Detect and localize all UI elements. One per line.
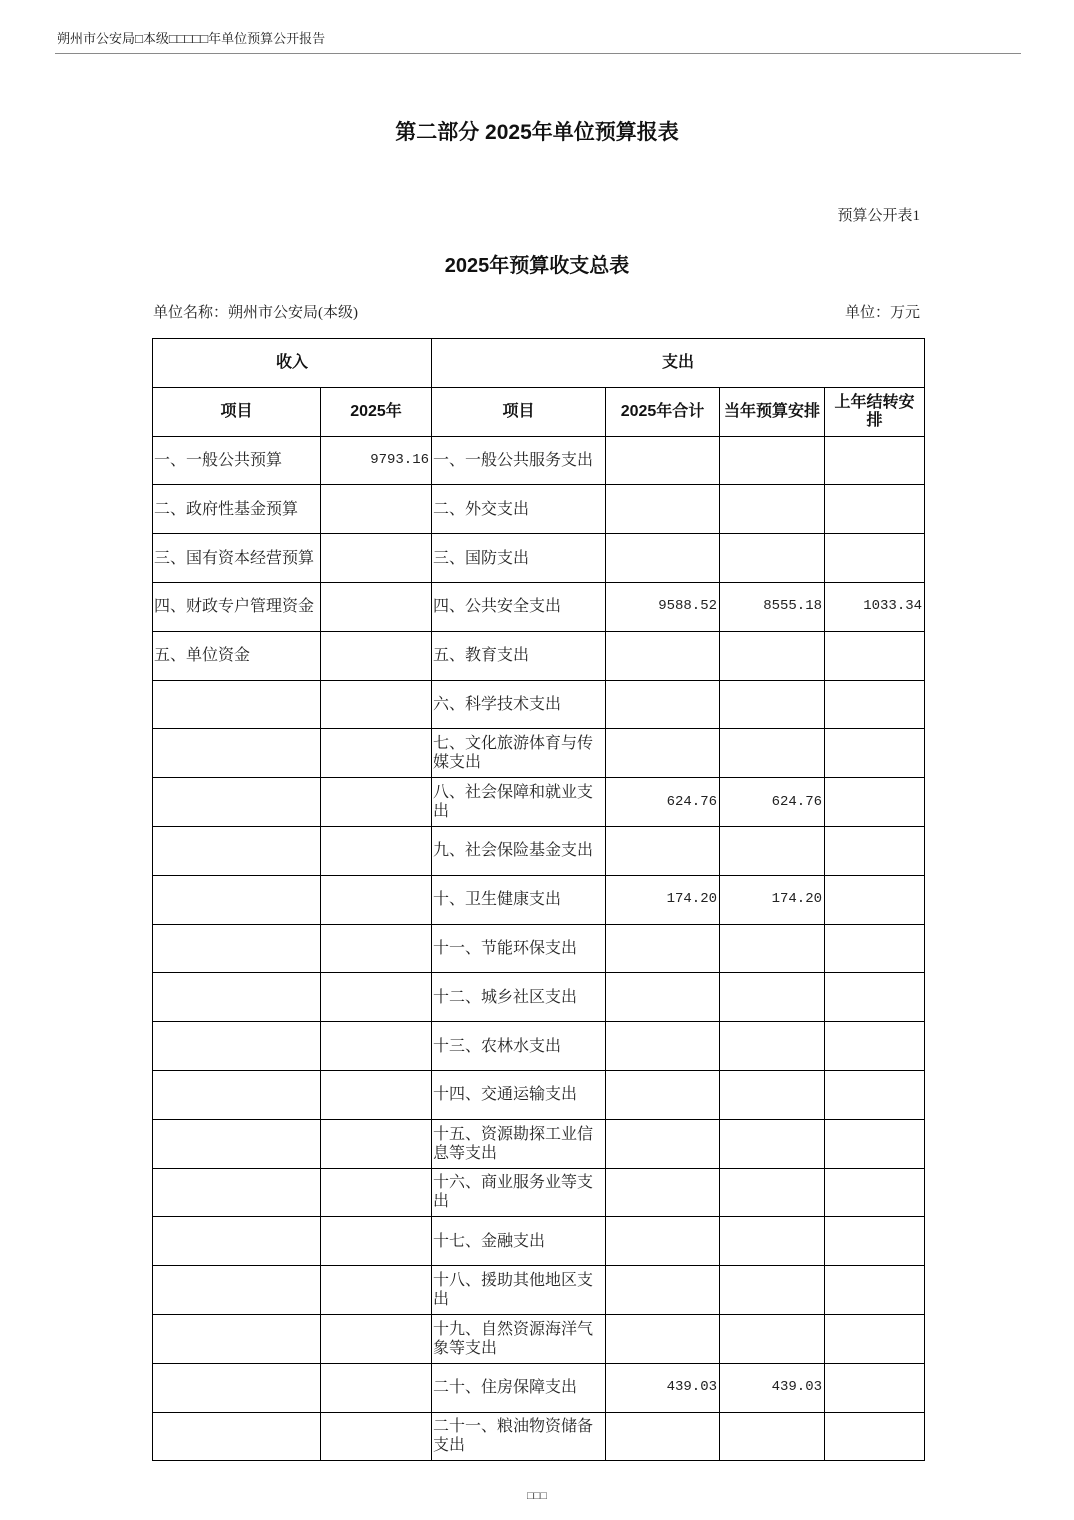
income-amount-cell	[321, 973, 432, 1022]
expense-group-header: 支出	[432, 339, 925, 388]
income-item-header: 项目	[153, 387, 321, 436]
expense-total-cell	[606, 680, 720, 729]
table-row	[153, 1022, 925, 1071]
expense-carryover-cell	[825, 631, 925, 680]
income-item-cell: 一、一般公共预算	[153, 436, 321, 485]
expense-item-cell: 十六、商业服务业等支出	[432, 1168, 606, 1217]
expense-current-cell	[720, 631, 825, 680]
income-amount-cell	[321, 1266, 432, 1315]
expense-carryover-cell	[825, 534, 925, 583]
expense-item-cell: 二、外交支出	[432, 485, 606, 534]
table-row	[153, 1119, 925, 1168]
expense-total-cell	[606, 729, 720, 778]
table-row	[153, 534, 925, 583]
page-number: □□□	[527, 1490, 547, 1502]
table-row	[153, 631, 925, 680]
table-row	[153, 1070, 925, 1119]
expense-carryover-cell	[825, 436, 925, 485]
income-amount-cell	[321, 729, 432, 778]
expense-current-cell	[720, 1119, 825, 1168]
expense-item-cell: 三、国防支出	[432, 534, 606, 583]
expense-carryover-cell	[825, 1217, 925, 1266]
income-item-cell	[153, 729, 321, 778]
income-amount-cell	[321, 1314, 432, 1363]
income-item-cell: 三、国有资本经营预算	[153, 534, 321, 583]
table-row	[153, 778, 925, 827]
expense-current-cell	[720, 729, 825, 778]
expense-item-cell: 六、科学技术支出	[432, 680, 606, 729]
section-title: 第二部分 2025年单位预算报表	[395, 121, 679, 144]
expense-item-cell: 十八、援助其他地区支出	[432, 1266, 606, 1315]
table-row	[153, 826, 925, 875]
expense-total-cell	[606, 973, 720, 1022]
expense-carryover-cell: 1033.34	[825, 582, 925, 631]
expense-current-cell	[720, 436, 825, 485]
expense-current-cell	[720, 534, 825, 583]
table-row	[153, 1363, 925, 1412]
expense-carryover-cell	[825, 680, 925, 729]
income-amount-cell	[321, 1412, 432, 1461]
expense-current-cell	[720, 973, 825, 1022]
expense-item-cell: 二十一、粮油物资储备支出	[432, 1412, 606, 1461]
expense-item-cell: 一、一般公共服务支出	[432, 436, 606, 485]
expense-total-cell	[606, 436, 720, 485]
income-amount-cell	[321, 826, 432, 875]
table-row	[153, 680, 925, 729]
expense-total-cell	[606, 1217, 720, 1266]
expense-current-cell	[720, 485, 825, 534]
expense-item-cell: 十四、交通运输支出	[432, 1070, 606, 1119]
expense-item-cell: 十九、自然资源海洋气象等支出	[432, 1314, 606, 1363]
expense-carryover-header: 上年结转安排	[825, 387, 925, 436]
expense-current-header: 当年预算安排	[720, 387, 825, 436]
expense-carryover-cell	[825, 485, 925, 534]
income-item-cell: 二、政府性基金预算	[153, 485, 321, 534]
expense-current-cell: 8555.18	[720, 582, 825, 631]
expense-total-cell	[606, 1168, 720, 1217]
expense-total-cell	[606, 1070, 720, 1119]
income-amount-cell	[321, 875, 432, 924]
table-row	[153, 973, 925, 1022]
income-item-cell	[153, 1266, 321, 1315]
expense-item-cell: 十一、节能环保支出	[432, 924, 606, 973]
expense-carryover-cell	[825, 1363, 925, 1412]
income-item-cell: 四、财政专户管理资金	[153, 582, 321, 631]
table-row	[153, 1168, 925, 1217]
income-amount-cell	[321, 631, 432, 680]
expense-current-cell	[720, 1168, 825, 1217]
income-item-cell	[153, 875, 321, 924]
expense-item-cell: 五、教育支出	[432, 631, 606, 680]
table-header	[153, 339, 925, 437]
expense-current-cell	[720, 924, 825, 973]
income-amount-cell	[321, 1217, 432, 1266]
expense-carryover-cell	[825, 1022, 925, 1071]
expense-carryover-cell	[825, 973, 925, 1022]
expense-item-cell: 十五、资源勘探工业信息等支出	[432, 1119, 606, 1168]
income-item-cell	[153, 680, 321, 729]
income-item-cell	[153, 778, 321, 827]
running-header: 朔州市公安局□本级□□□□□年单位预算公开报告	[57, 31, 326, 46]
expense-carryover-cell	[825, 729, 925, 778]
table-row	[153, 1314, 925, 1363]
income-item-cell	[153, 826, 321, 875]
income-item-cell	[153, 1022, 321, 1071]
table-row	[153, 436, 925, 485]
expense-total-cell	[606, 1266, 720, 1315]
income-amount-cell	[321, 582, 432, 631]
income-item-cell	[153, 1217, 321, 1266]
table-row	[153, 582, 925, 631]
expense-item-cell: 九、社会保险基金支出	[432, 826, 606, 875]
expense-carryover-cell	[825, 924, 925, 973]
budget-summary-table	[152, 338, 925, 1461]
expense-item-cell: 十七、金融支出	[432, 1217, 606, 1266]
expense-current-cell	[720, 1266, 825, 1315]
table-body	[153, 436, 925, 1461]
income-amount-cell	[321, 680, 432, 729]
expense-carryover-cell	[825, 875, 925, 924]
expense-total-cell	[606, 485, 720, 534]
expense-current-cell	[720, 1217, 825, 1266]
column-header-row	[153, 387, 925, 436]
expense-item-cell: 四、公共安全支出	[432, 582, 606, 631]
income-amount-cell	[321, 534, 432, 583]
expense-carryover-cell	[825, 1070, 925, 1119]
expense-total-cell	[606, 1022, 720, 1071]
expense-carryover-cell	[825, 1314, 925, 1363]
expense-item-cell: 十、卫生健康支出	[432, 875, 606, 924]
currency-unit-label: 单位：万元	[844, 305, 920, 321]
expense-current-cell	[720, 1314, 825, 1363]
income-item-cell	[153, 1119, 321, 1168]
expense-carryover-cell	[825, 1119, 925, 1168]
income-item-cell	[153, 973, 321, 1022]
group-header-row	[153, 339, 925, 388]
expense-item-cell: 二十、住房保障支出	[432, 1363, 606, 1412]
table-row	[153, 1217, 925, 1266]
income-amount-cell	[321, 1070, 432, 1119]
expense-item-cell: 十二、城乡社区支出	[432, 973, 606, 1022]
income-amount-cell	[321, 1022, 432, 1071]
expense-total-cell: 439.03	[606, 1363, 720, 1412]
income-amount-cell	[321, 778, 432, 827]
expense-item-cell: 八、社会保障和就业支出	[432, 778, 606, 827]
income-item-cell	[153, 1070, 321, 1119]
income-amount-cell	[321, 1119, 432, 1168]
income-amount-cell	[321, 1168, 432, 1217]
income-item-cell	[153, 1412, 321, 1461]
unit-name-label: 单位名称：朔州市公安局(本级)	[153, 305, 358, 321]
expense-carryover-cell	[825, 778, 925, 827]
income-item-cell	[153, 1363, 321, 1412]
expense-carryover-cell	[825, 1168, 925, 1217]
expense-total-cell	[606, 534, 720, 583]
table-id-label: 预算公开表1	[837, 208, 920, 224]
income-amount-header: 2025年	[321, 387, 432, 436]
expense-current-cell	[720, 680, 825, 729]
income-amount-cell	[321, 924, 432, 973]
income-amount-cell: 9793.16	[321, 436, 432, 485]
expense-current-cell	[720, 826, 825, 875]
expense-current-cell	[720, 1412, 825, 1461]
expense-total-cell: 9588.52	[606, 582, 720, 631]
income-item-cell: 五、单位资金	[153, 631, 321, 680]
expense-carryover-cell	[825, 1266, 925, 1315]
expense-total-cell: 174.20	[606, 875, 720, 924]
expense-item-cell: 七、文化旅游体育与传媒支出	[432, 729, 606, 778]
expense-current-cell	[720, 1070, 825, 1119]
income-item-cell	[153, 924, 321, 973]
income-item-cell	[153, 1168, 321, 1217]
table-row	[153, 1412, 925, 1461]
expense-total-cell	[606, 924, 720, 973]
table-row	[153, 1266, 925, 1315]
expense-carryover-cell	[825, 1412, 925, 1461]
income-amount-cell	[321, 485, 432, 534]
expense-current-cell: 174.20	[720, 875, 825, 924]
income-amount-cell	[321, 1363, 432, 1412]
expense-total-cell	[606, 631, 720, 680]
expense-carryover-cell	[825, 826, 925, 875]
table-row	[153, 924, 925, 973]
expense-total-cell	[606, 826, 720, 875]
expense-total-cell: 624.76	[606, 778, 720, 827]
expense-total-cell	[606, 1314, 720, 1363]
expense-current-cell	[720, 1022, 825, 1071]
header-divider	[55, 53, 1021, 54]
income-item-cell	[153, 1314, 321, 1363]
expense-total-cell	[606, 1412, 720, 1461]
table-title: 2025年预算收支总表	[444, 255, 630, 277]
income-group-header: 收入	[153, 339, 432, 388]
table-row	[153, 729, 925, 778]
expense-current-cell: 624.76	[720, 778, 825, 827]
table-row	[153, 485, 925, 534]
table-row	[153, 875, 925, 924]
expense-total-header: 2025年合计	[606, 387, 720, 436]
expense-item-header: 项目	[432, 387, 606, 436]
expense-item-cell: 十三、农林水支出	[432, 1022, 606, 1071]
expense-total-cell	[606, 1119, 720, 1168]
expense-current-cell: 439.03	[720, 1363, 825, 1412]
